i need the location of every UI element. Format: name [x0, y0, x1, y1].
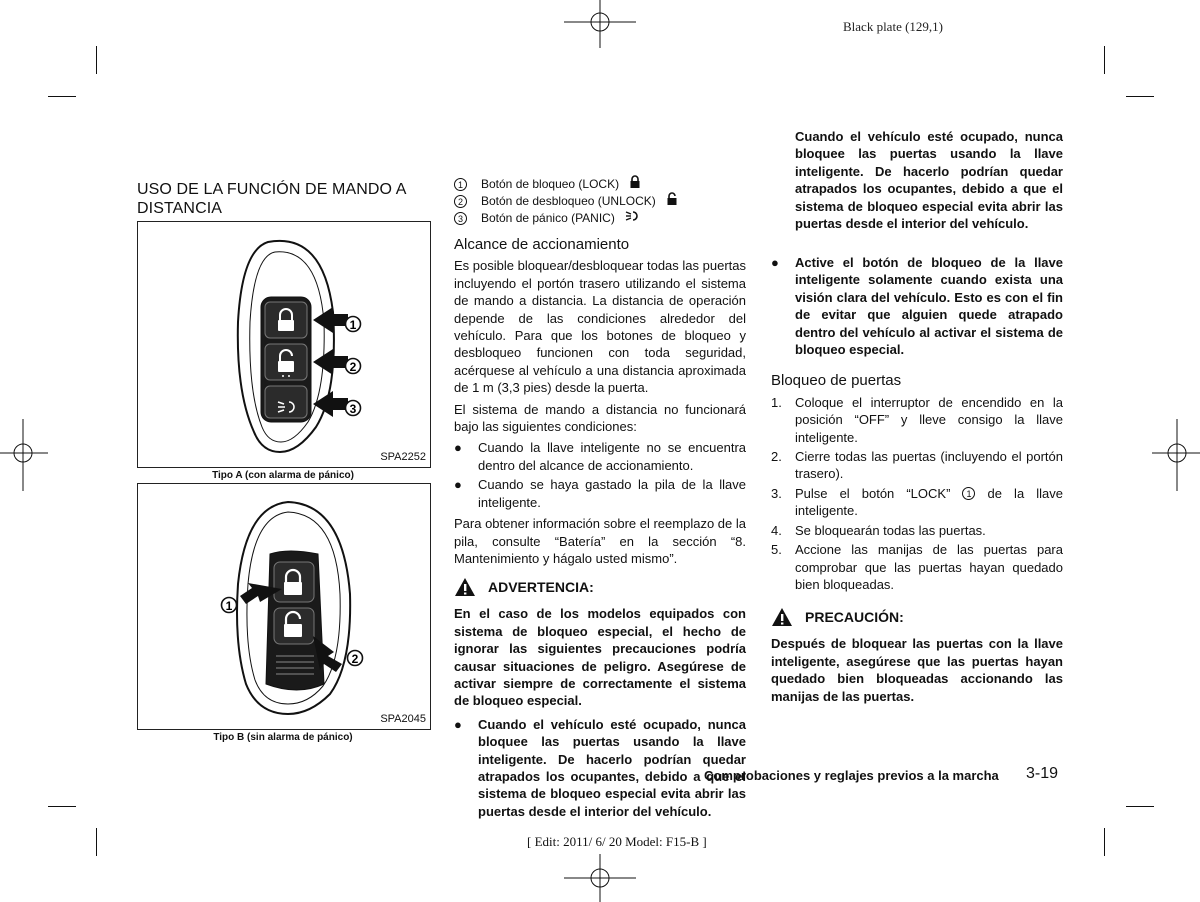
edit-info: [ Edit: 2011/ 6/ 20 Model: F15-B ] — [527, 834, 707, 849]
registration-mark-right — [1150, 415, 1200, 495]
legend-item-panic — [454, 210, 746, 227]
smart-key-type-a-illustration — [138, 222, 430, 467]
page-number: 3-19 — [1026, 765, 1059, 782]
section-title: USO DE LA FUNCIÓN DE MANDO A DISTANCIA — [137, 181, 406, 217]
figure-code: SPA2045 — [380, 713, 426, 725]
list-item-continuation — [771, 129, 1063, 250]
plate-label: Black plate (129,1) — [843, 19, 943, 34]
step-item: 3. Pulse el botón “LOCK” 1 de la llave inteligente. — [771, 485, 1063, 519]
step-item: 1. Coloque el interruptor de encendido en la posición “OFF” y lleve consigo la llave inteligente. — [771, 394, 1063, 445]
callout-number: 1 — [962, 487, 975, 500]
footer-section-title: Comprobaciones y reglajes previos a la marcha — [704, 768, 999, 783]
crop-mark — [1126, 96, 1154, 97]
caution-icon — [771, 607, 793, 627]
figure-type-a — [137, 221, 431, 468]
figure-caption: Tipo B (sin alarma de pánico) — [213, 732, 353, 743]
subheading-door-lock: Bloqueo de puertas — [771, 372, 902, 390]
callout-1: 1 — [225, 599, 233, 613]
legend-item-lock — [454, 176, 746, 193]
list-item: ● Cuando se haya gastado la pila de la llave inteligente. — [454, 477, 746, 510]
registration-mark-bottom — [560, 852, 640, 902]
caution-body: Después de bloquear las puertas con la llave inteligente, asegúrese que las puertas hayan quedado bien bloqueadas accionando las manijas de las puertas. — [771, 636, 1063, 704]
callout-2: 2 — [349, 360, 357, 374]
paragraph: El sistema de mando a distancia no funcionará bajo las siguientes condiciones: — [454, 401, 746, 435]
legend-label: Botón de desbloqueo (UNLOCK) — [481, 193, 656, 208]
crop-mark — [1104, 828, 1105, 856]
warning-bullet-text: Cuando el vehículo esté ocupado, nunca bloquee las puertas usando la llave inteligente. De hacerlo podrían quedar atrapados los ocupantes, debido a que el sistema de bloqueo especial evita abrir las puertas desde el interior del vehículo. — [478, 716, 746, 819]
legend-label: Botón de pánico (PANIC) — [481, 210, 615, 225]
crop-mark — [96, 828, 97, 856]
warning-title: ADVERTENCIA: — [488, 578, 594, 595]
warning-body: En el caso de los modelos equipados con sistema de bloqueo especial, el hecho de ignorar las siguientes precauciones podría causar situaciones de peligro. Asegúrese de activar siempre de correctamente el sistema de bloqueo especial. — [454, 606, 746, 709]
crop-mark — [48, 806, 76, 807]
step-item: 2. Cierre todas las puertas (incluyendo el portón trasero). — [771, 449, 1063, 482]
right-column — [771, 129, 1063, 709]
warning-heading — [454, 577, 746, 597]
panic-icon — [625, 209, 639, 227]
figure-caption: Tipo A (con alarma de pánico) — [212, 470, 354, 481]
crop-mark — [1126, 806, 1154, 807]
unlock-icon — [666, 192, 678, 210]
warning-bullet-continuation: Cuando el vehículo esté ocupado, nunca bloquee las puertas usando la llave inteligente. De hacerlo podrían quedar atrapados los ocupantes, debido a que el sistema de bloqueo especial evita abrir las puertas desde el interior del vehículo. — [795, 129, 1063, 232]
subheading-range: Alcance de accionamiento — [454, 236, 630, 253]
callout-number: 1 — [454, 178, 467, 191]
callout-number: 3 — [454, 212, 467, 225]
caution-heading — [771, 607, 1063, 627]
list-item: ● Cuando el vehículo esté ocupado, nunca bloquee las puertas usando la llave inteligente. De hacerlo podrían quedar atrapados los ocupantes, debido a que el sistema de bloqueo especial evita abrir las puertas desde el interior del vehículo. — [454, 716, 746, 819]
list-item: ● Active el botón de bloqueo de la llave inteligente solamente cuando exista una visión clara del vehículo. Esto es con el fin de evitar que alguien quede atrapado dentro del vehículo al activar el sistema de bloqueo especial. — [771, 255, 1063, 358]
figure-code: SPA2252 — [380, 451, 426, 463]
lock-icon — [629, 175, 641, 193]
legend-label: Botón de bloqueo (LOCK) — [481, 176, 620, 191]
paragraph: Es posible bloquear/desbloquear todas las puertas incluyendo el portón trasero utilizando el sistema de mando a distancia. La distancia de operación depende de las condiciones alrededor del vehículo. Para que los botones de bloqueo y desbloqueo funcionen con toda seguridad, acérquese al vehículo a una distancia aproximada de 1 m (3,3 pies) desde la puerta. — [454, 258, 746, 396]
list-item: ● Cuando la llave inteligente no se encuentra dentro del alcance de accionamiento. — [454, 440, 746, 473]
figure-type-b — [137, 483, 431, 730]
callout-number: 2 — [454, 195, 467, 208]
step-item: 5. Accione las manijas de las puertas para comprobar que las puertas hayan quedado bien bloqueadas. — [771, 542, 1063, 592]
callout-3: 3 — [349, 402, 357, 416]
registration-mark-top — [560, 0, 640, 50]
step-item: 4. Se bloquearán todas las puertas. — [771, 522, 986, 538]
callout-2: 2 — [351, 652, 359, 666]
smart-key-type-b-illustration — [138, 484, 430, 729]
paragraph: Para obtener información sobre el reemplazo de la pila, consulte “Batería” en la sección “8. Mantenimiento y hágalo usted mismo”. — [454, 516, 746, 566]
warning-icon — [454, 577, 476, 597]
crop-mark — [48, 96, 76, 97]
crop-mark — [96, 46, 97, 74]
caution-title: PRECAUCIÓN: — [805, 608, 904, 625]
crop-mark — [1104, 46, 1105, 74]
legend-item-unlock — [454, 193, 746, 210]
callout-1: 1 — [349, 318, 357, 332]
registration-mark-left — [0, 415, 50, 495]
middle-column — [454, 176, 746, 819]
